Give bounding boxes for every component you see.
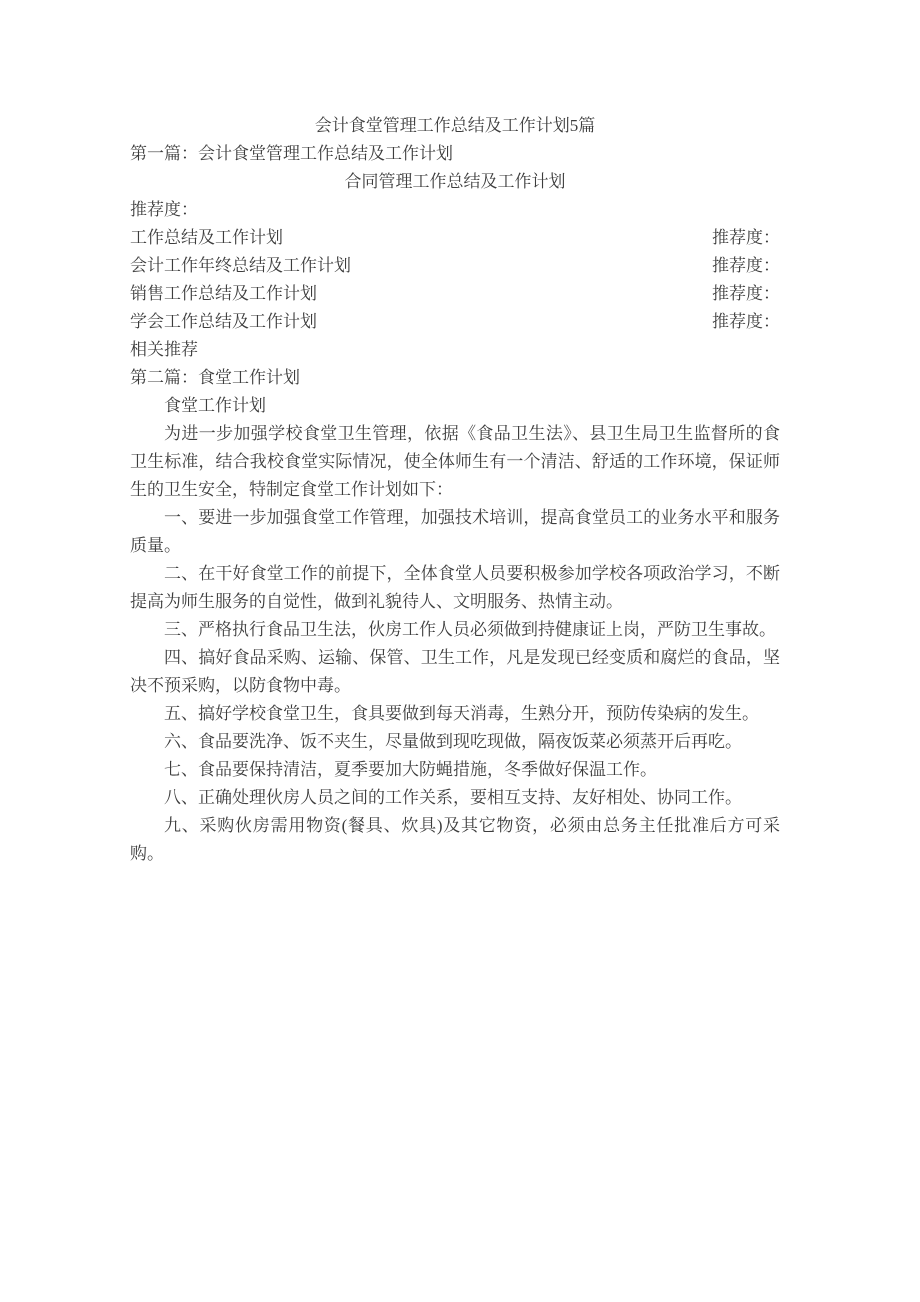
plan-item-7: 七、食品要保持清洁，夏季要加大防蝇措施，冬季做好保温工作。 <box>164 760 657 779</box>
related-item-title: 工作总结及工作计划 <box>130 228 283 247</box>
related-item-row <box>130 308 780 336</box>
related-item-row <box>130 280 780 308</box>
plan-item-6: 六、食品要洗净、饭不夹生，尽量做到现吃现做，隔夜饭菜必须蒸开后再吃。 <box>164 732 742 751</box>
section1-heading: 第一篇：会计食堂管理工作总结及工作计划 <box>130 144 453 163</box>
related-item-row <box>130 224 780 252</box>
related-item-recommend: 推荐度： <box>712 228 780 247</box>
plan-item-2: 二、在干好食堂工作的前提下，全体食堂人员要积极参加学校各项政治学习，不断提高为师生服务的自觉性，做到礼貌待人、文明服务、热情主动。 <box>130 564 780 611</box>
plan-item-5: 五、搞好学校食堂卫生，食具要做到每天消毒，生熟分开，预防传染病的发生。 <box>164 704 759 723</box>
plan-item-4: 四、搞好食品采购、运输、保管、卫生工作，凡是发现已经变质和腐烂的食品，坚决不预采购，以防食物中毒。 <box>130 648 780 695</box>
plan-item-3: 三、严格执行食品卫生法，伙房工作人员必须做到持健康证上岗，严防卫生事故。 <box>164 620 776 639</box>
document-title: 会计食堂管理工作总结及工作计划5篇 <box>314 116 596 135</box>
related-item-recommend: 推荐度： <box>712 312 780 331</box>
related-item-row <box>130 252 780 280</box>
related-item-title: 会计工作年终总结及工作计划 <box>130 256 351 275</box>
section2-intro-paragraph: 为进一步加强学校食堂卫生管理，依据《食品卫生法》、县卫生局卫生监督所的食卫生标准，结合我校食堂实际情况，使全体师生有一个清洁、舒适的工作环境，保证师生的卫生安全，特制定食堂工作计划如下： <box>130 424 780 499</box>
plan-item-9: 九、采购伙房需用物资(餐具、炊具)及其它物资，必须由总务主任批准后方可采购。 <box>130 816 780 863</box>
related-item-title: 学会工作总结及工作计划 <box>130 312 317 331</box>
related-footer: 相关推荐 <box>130 340 198 359</box>
plan-item-8: 八、正确处理伙房人员之间的工作关系，要相互支持、友好相处、协同工作。 <box>164 788 742 807</box>
section1-subtitle: 合同管理工作总结及工作计划 <box>344 172 566 191</box>
section2-heading: 第二篇：食堂工作计划 <box>130 368 300 387</box>
recommend-label: 推荐度： <box>130 200 198 219</box>
related-item-title: 销售工作总结及工作计划 <box>130 284 317 303</box>
related-item-recommend: 推荐度： <box>712 284 780 303</box>
section2-subheading: 食堂工作计划 <box>164 396 266 415</box>
related-item-recommend: 推荐度： <box>712 256 780 275</box>
plan-item-1: 一、要进一步加强食堂工作管理，加强技术培训，提高食堂员工的业务水平和服务质量。 <box>130 508 780 555</box>
